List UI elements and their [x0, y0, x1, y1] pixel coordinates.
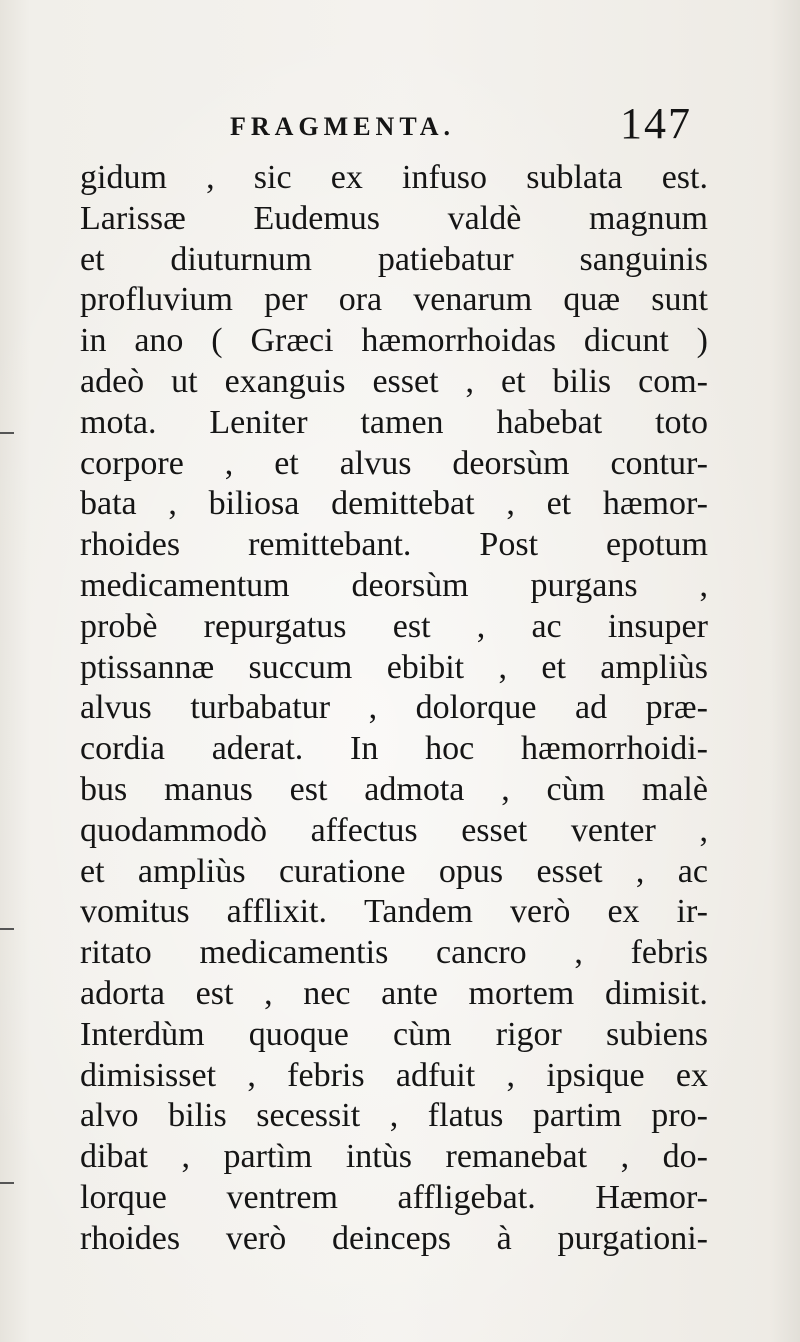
- word: ut: [171, 362, 198, 400]
- word: ,: [389, 1097, 399, 1135]
- word: ,: [620, 1138, 630, 1176]
- text-line: [80, 1096, 708, 1137]
- text-line: [80, 362, 708, 403]
- text-line: [80, 607, 708, 648]
- text-line: [80, 321, 708, 362]
- text-line: [80, 729, 708, 770]
- word: curatione: [278, 852, 406, 890]
- word: ventrem: [226, 1178, 338, 1216]
- word: hoc: [425, 730, 475, 768]
- word: per: [264, 281, 308, 319]
- word: opus: [438, 852, 504, 890]
- text-line: [80, 1219, 708, 1260]
- word: ante: [381, 974, 438, 1012]
- word: est: [289, 770, 328, 808]
- word: aderat.: [211, 730, 304, 768]
- word: febris: [287, 1056, 365, 1094]
- word: venarum: [413, 281, 533, 319]
- word: (: [211, 322, 223, 360]
- word: præ-: [645, 689, 708, 727]
- word: alvus: [339, 444, 412, 482]
- word: esset: [372, 362, 439, 400]
- text-line: [80, 403, 708, 444]
- word: repurgatus: [203, 607, 347, 645]
- word: sunt: [651, 281, 708, 319]
- page-edge-mark: [0, 928, 14, 930]
- word: ,: [501, 770, 510, 808]
- word: est.: [661, 159, 708, 196]
- word: Hæmor-: [595, 1178, 708, 1216]
- word: malè: [641, 770, 708, 808]
- word: in: [80, 322, 107, 360]
- word: ampliùs: [137, 852, 246, 890]
- running-head: [0, 98, 800, 148]
- page-edge-mark: [0, 1182, 14, 1184]
- running-head-title: FRAGMENTA.: [230, 112, 456, 141]
- word: subiens: [606, 1015, 708, 1053]
- word: ,: [498, 648, 507, 686]
- word: sic: [253, 159, 292, 196]
- word: In: [350, 730, 379, 768]
- word: ano: [134, 322, 184, 360]
- word: bilis: [552, 362, 612, 400]
- text-line: [80, 892, 708, 933]
- word: à: [496, 1219, 512, 1257]
- word: ipsique: [546, 1056, 645, 1094]
- word: remittebant.: [248, 526, 412, 564]
- word: Post: [479, 526, 539, 564]
- word: magnum: [588, 199, 708, 237]
- word: ,: [206, 159, 215, 196]
- word: cancro: [436, 934, 527, 972]
- word: patiebatur: [377, 240, 514, 278]
- word: adfuit: [395, 1056, 476, 1094]
- word: adeò: [80, 362, 145, 400]
- word: intùs: [345, 1138, 412, 1176]
- word: nec: [303, 974, 351, 1012]
- word: rhoides: [80, 526, 181, 564]
- word: ex: [675, 1056, 708, 1094]
- word: deorsùm: [351, 566, 469, 604]
- word: toto: [655, 403, 708, 441]
- word: sublata: [526, 159, 623, 196]
- word: hæmorrhoidas: [361, 322, 556, 360]
- word: admota: [364, 770, 465, 808]
- word: do-: [662, 1138, 708, 1176]
- word: ampliùs: [600, 648, 708, 686]
- word: et: [541, 648, 566, 686]
- word: febris: [630, 934, 708, 972]
- word: bilis: [168, 1097, 227, 1135]
- word: ex: [607, 893, 640, 931]
- word: ,: [574, 934, 583, 972]
- word: bus: [80, 770, 128, 808]
- word: partìm: [223, 1138, 313, 1176]
- text-line: [80, 648, 708, 689]
- text-line: [80, 688, 708, 729]
- word: et: [546, 485, 572, 523]
- word: ,: [181, 1138, 191, 1176]
- word: Interdùm: [80, 1015, 205, 1053]
- text-line: [80, 852, 708, 893]
- word: ,: [699, 811, 708, 849]
- word: corpore: [80, 444, 184, 482]
- word: et: [80, 852, 105, 890]
- word: ,: [264, 974, 273, 1012]
- word: succum: [248, 648, 353, 686]
- word: diuturnum: [170, 240, 313, 278]
- word: verò: [510, 893, 571, 931]
- page-number: 147: [620, 99, 692, 148]
- text-line: [80, 566, 708, 607]
- word: manus: [164, 770, 253, 808]
- text-line: [80, 811, 708, 852]
- word: ,: [635, 852, 645, 890]
- word: ,: [368, 689, 378, 727]
- word: ritato: [80, 934, 152, 972]
- word: ,: [247, 1056, 256, 1094]
- word: et: [274, 444, 299, 482]
- word: affligebat.: [397, 1178, 536, 1216]
- word: ): [696, 322, 708, 360]
- word: dimisisset: [80, 1056, 217, 1094]
- word: exanguis: [224, 362, 346, 400]
- word: biliosa: [208, 485, 300, 523]
- word: ,: [506, 1056, 516, 1094]
- text-line: [80, 1178, 708, 1219]
- word: quodammodò: [80, 811, 267, 849]
- word: ora: [338, 281, 383, 319]
- text-line: [80, 1056, 708, 1097]
- text-line: [80, 974, 708, 1015]
- word: turbabatur: [190, 689, 331, 727]
- word: quæ: [563, 281, 621, 319]
- word: ,: [224, 444, 234, 482]
- word: tamen: [360, 403, 444, 441]
- word: valdè: [447, 199, 522, 237]
- word: esset: [536, 852, 603, 890]
- word: alvo: [80, 1097, 139, 1135]
- word: dibat: [80, 1138, 148, 1176]
- word: mota.: [80, 403, 157, 441]
- word: affectus: [310, 811, 418, 849]
- word: infuso: [402, 159, 488, 196]
- word: pro-: [651, 1097, 708, 1135]
- text-line: [80, 280, 708, 321]
- word: ir-: [676, 893, 708, 931]
- word: sanguinis: [579, 240, 708, 278]
- word: habebat: [496, 403, 603, 441]
- word: ac: [677, 852, 708, 890]
- word: flatus: [427, 1097, 504, 1135]
- word: ,: [465, 362, 475, 400]
- word: venter: [570, 811, 656, 849]
- text-line: [80, 1015, 708, 1056]
- word: et: [80, 240, 105, 278]
- word: quoque: [248, 1015, 349, 1053]
- word: demittebat: [331, 485, 475, 523]
- word: Tandem: [363, 893, 474, 931]
- word: profluvium: [80, 281, 233, 319]
- word: Larissæ: [80, 199, 186, 237]
- word: ac: [531, 607, 562, 645]
- word: hæmorrhoidi-: [520, 730, 708, 768]
- word: Leniter: [209, 403, 308, 441]
- text-line: [80, 199, 708, 240]
- page-edge-mark: [0, 432, 14, 434]
- word: com-: [638, 362, 708, 400]
- word: rhoides: [80, 1219, 181, 1257]
- text-line: [80, 1137, 708, 1178]
- text-line: [80, 933, 708, 974]
- word: adorta: [80, 974, 165, 1012]
- word: Eudemus: [253, 199, 380, 237]
- word: ad: [574, 689, 608, 727]
- word: medicamentum: [80, 566, 290, 604]
- word: hæmor-: [602, 485, 708, 523]
- word: deorsùm: [452, 444, 570, 482]
- word: cordia: [80, 730, 165, 768]
- word: afflixit.: [226, 893, 327, 931]
- word: gidum: [80, 159, 167, 196]
- word: dicunt: [583, 322, 669, 360]
- word: probè: [80, 607, 158, 645]
- word: ,: [168, 485, 177, 523]
- word: et: [501, 362, 526, 400]
- word: ebibit: [386, 648, 465, 686]
- word: deinceps: [331, 1219, 451, 1257]
- word: mortem: [468, 974, 575, 1012]
- text-line: [80, 525, 708, 566]
- word: dimisit.: [604, 974, 708, 1012]
- word: vomitus: [80, 893, 190, 931]
- word: remanebat: [445, 1138, 588, 1176]
- word: secessit: [256, 1097, 361, 1135]
- word: insuper: [607, 607, 708, 645]
- word: esset: [461, 811, 528, 849]
- word: medicamentis: [199, 934, 389, 972]
- word: Græci: [250, 322, 334, 360]
- word: cùm: [393, 1015, 452, 1053]
- word: cùm: [546, 770, 606, 808]
- text-line: [80, 770, 708, 811]
- text-line: [80, 444, 708, 485]
- word: purgationi-: [557, 1219, 708, 1257]
- word: verò: [225, 1219, 287, 1257]
- word: ex: [330, 159, 363, 196]
- text-line: [80, 158, 708, 199]
- word: dolorque: [415, 689, 537, 727]
- text-line: [80, 484, 708, 525]
- text-line: [80, 240, 708, 281]
- word: bata: [80, 485, 137, 523]
- word: lorque: [80, 1178, 167, 1216]
- word: ,: [476, 607, 486, 645]
- word: ,: [699, 566, 708, 604]
- word: alvus: [80, 689, 152, 727]
- word: ,: [506, 485, 515, 523]
- word: est: [195, 974, 234, 1012]
- word: ptissannæ: [80, 648, 215, 686]
- word: rigor: [495, 1015, 562, 1053]
- word: contur-: [610, 444, 708, 482]
- word: purgans: [530, 566, 638, 604]
- word: est: [392, 607, 431, 645]
- word: epotum: [606, 526, 708, 564]
- word: partim: [532, 1097, 622, 1135]
- body-text: [80, 158, 708, 1260]
